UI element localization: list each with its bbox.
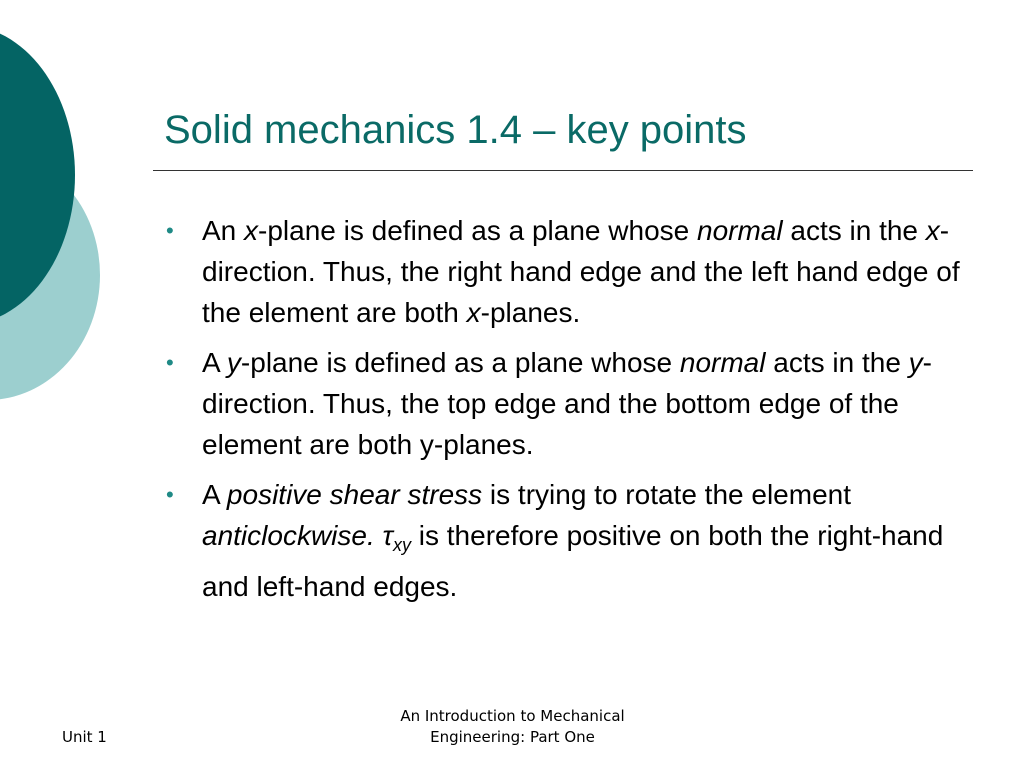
footer-unit-label: Unit 1 <box>62 728 107 746</box>
bullet-text: An x-plane is defined as a plane whose normal acts in the x-direction. Thus, the right hand edge and the left hand edge of the element are both x-planes. <box>202 215 960 328</box>
bullet-item-y-plane <box>164 342 974 465</box>
bullet-item-x-plane <box>164 210 974 333</box>
bullet-item-shear-stress <box>164 474 974 607</box>
footer-course-title-line2: Engineering: Part One <box>430 728 595 746</box>
bullet-text: A positive shear stress is trying to rotate the element anticlockwise. $\tau_{xy}$ is therefore positive on both the right-hand and left-hand edges. <box>202 479 944 602</box>
slide-title: Solid mechanics 1.4 – key points <box>164 108 747 152</box>
footer-course-title <box>360 706 665 748</box>
bullet-text: A y-plane is defined as a plane whose normal acts in the y-direction. Thus, the top edge and the bottom edge of the element are both y-planes. <box>202 347 932 460</box>
title-divider <box>153 170 973 171</box>
footer-course-title-line1: An Introduction to Mechanical <box>400 707 625 725</box>
bullet-marker: • <box>166 350 174 375</box>
bullet-list <box>164 210 974 616</box>
bullet-marker: • <box>166 218 174 243</box>
tau-symbol: τ <box>382 520 393 551</box>
tau-subscript: xy <box>393 535 411 555</box>
bullet-marker: • <box>166 482 174 507</box>
